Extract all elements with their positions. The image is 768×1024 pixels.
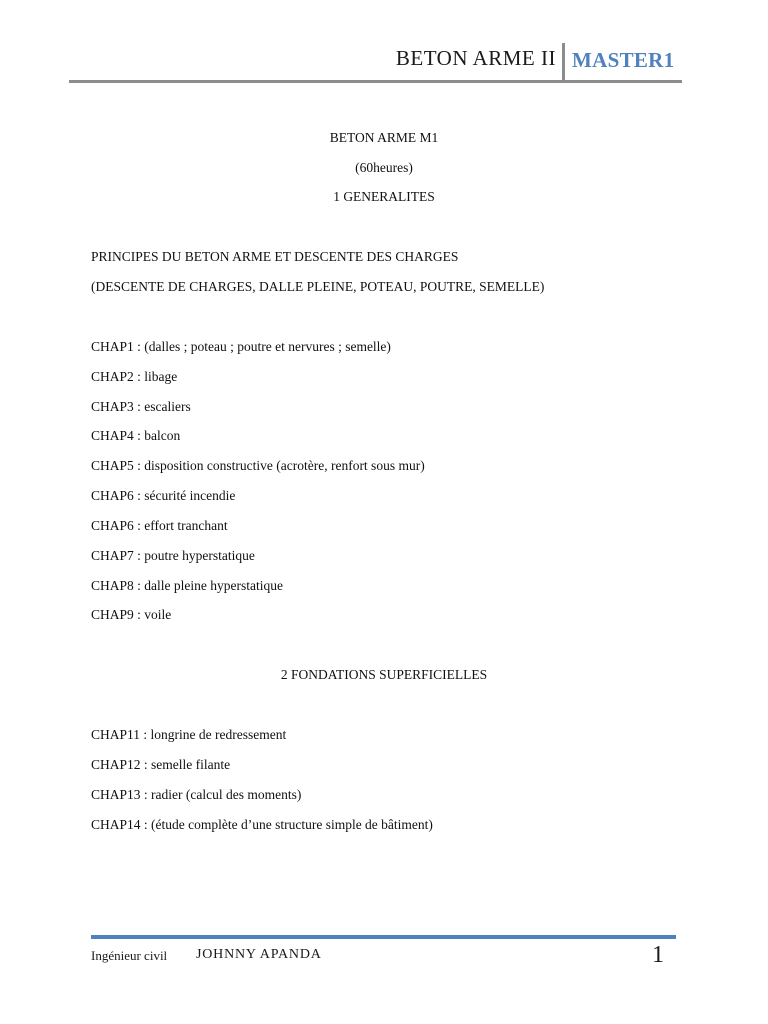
chapter-item: CHAP13 : radier (calcul des moments) — [91, 787, 302, 802]
chapter-item: CHAP9 : voile — [91, 607, 172, 622]
chapter-item: CHAP8 : dalle pleine hyperstatique — [91, 578, 283, 593]
chapter-item: CHAP5 : disposition constructive (acrotère, renfort sous mur) — [91, 458, 425, 473]
chapter-item: CHAP6 : effort tranchant — [91, 518, 228, 533]
header-rule — [69, 80, 682, 83]
chapter-item: CHAP12 : semelle filante — [91, 757, 231, 772]
page-number: 1 — [652, 942, 664, 968]
section-2-heading: 2 FONDATIONS SUPERFICIELLES — [280, 667, 488, 682]
principles-heading: PRINCIPES DU BETON ARME ET DESCENTE DES CHARGES — [91, 249, 459, 264]
chapter-item: CHAP14 : (étude complète d’une structure simple de bâtiment) — [91, 817, 433, 832]
footer-role: Ingénieur civil — [91, 948, 168, 963]
header-separator — [562, 43, 565, 83]
section-1-heading: 1 GENERALITES — [333, 189, 435, 204]
chapter-item: CHAP11 : longrine de redressement — [91, 727, 287, 742]
header-badge: MASTER1 — [572, 48, 675, 72]
chapter-item: CHAP7 : poutre hyperstatique — [91, 548, 255, 563]
chapter-item: CHAP2 : libage — [91, 369, 178, 384]
course-hours: (60heures) — [355, 160, 413, 175]
footer-author: JOHNNY APANDA — [196, 947, 322, 962]
course-title: BETON ARME M1 — [329, 130, 439, 145]
footer-rule — [91, 935, 676, 939]
chapter-item: CHAP1 : (dalles ; poteau ; poutre et nervures ; semelle) — [91, 339, 391, 354]
principles-subheading: (DESCENTE DE CHARGES, DALLE PLEINE, POTEAU, POUTRE, SEMELLE) — [91, 279, 545, 294]
chapter-item: CHAP4 : balcon — [91, 428, 181, 443]
header-title: BETON ARME II — [395, 46, 556, 70]
chapter-item: CHAP3 : escaliers — [91, 399, 191, 414]
chapter-item: CHAP6 : sécurité incendie — [91, 488, 236, 503]
